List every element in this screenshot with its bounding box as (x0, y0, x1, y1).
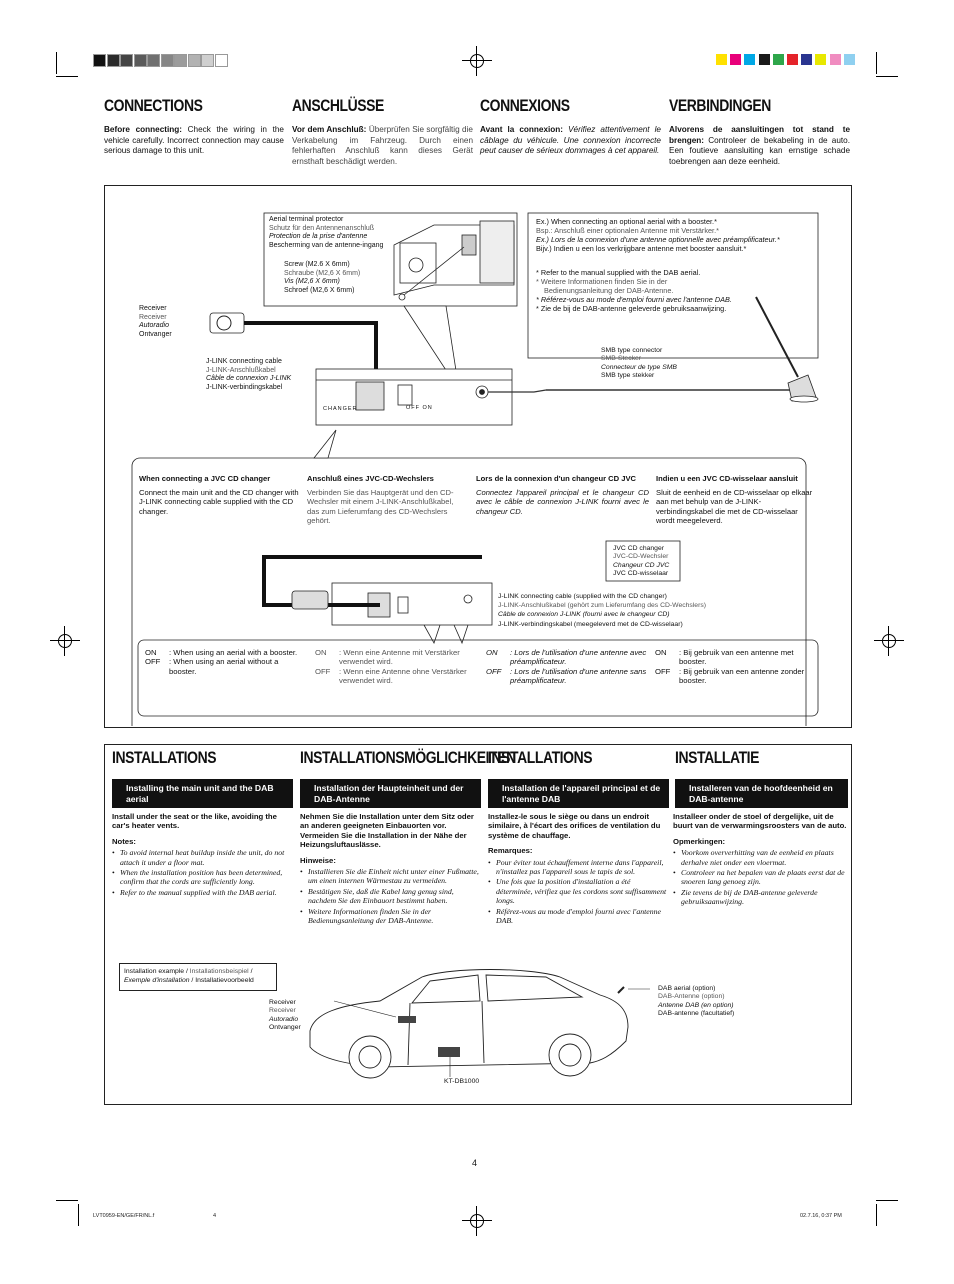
car-dab-label (658, 985, 734, 1019)
color-swatch (844, 54, 855, 65)
label-line: SMB type stekker (601, 372, 655, 380)
color-swatch (787, 54, 798, 65)
car-illustration (300, 965, 650, 1095)
label-line: J-LINK-Anschlußkabel (206, 366, 276, 374)
receiver-position-mark (398, 1016, 416, 1023)
on-text: : When using an aerial with a booster. (169, 648, 298, 657)
label-line: Installation example (124, 968, 185, 975)
aerial-protector-label (269, 216, 383, 250)
gray-swatch (161, 54, 174, 67)
registration-mark-icon (56, 632, 74, 650)
label-line: Bescherming van de antenne-ingang (269, 241, 384, 249)
on-text: : Wenn eine Antenne mit Verstärker verwendet wird. (339, 648, 460, 667)
intro-lead: Alvorens de aansluitingen tot stand te brengen: (669, 125, 850, 145)
registration-mark-icon (468, 52, 486, 70)
install-lead: Installez-le sous le siège ou dans un endroit similaire, à l'écart des orifices de ventilation du système de chauffage. (488, 812, 661, 840)
panel-offon-label: OFF ON (406, 405, 433, 411)
section-body: Sluit de eenheid en de CD-wisselaar op elkaar aan met behulp van de J-LINK-verbindingskabel die met de CD-wisselaar wordt meegeleverd. (656, 487, 813, 526)
label-line: Schroef (M2,6 X 6mm) (284, 286, 355, 294)
section-title: Indien u een JVC CD-wisselaar aansluit (656, 474, 798, 483)
dab-manual-notes: * Refer to the manual supplied with the DAB aerial. * Weitere Informationen finden Sie in der Bedienungsanleitung der DAB-Antenne. * Référez-vous au mode d'emploi fourni avec l'antenne DAB. * Zie de bij de DAB-antenne geleverde gebruiksaanwijzing. (536, 268, 732, 313)
intro-de (292, 125, 473, 167)
color-swatch (759, 54, 770, 65)
booster-example-text (536, 217, 780, 253)
heading-connections-fr: CONNEXIONS (480, 96, 570, 115)
color-swatch (716, 54, 727, 65)
car-receiver-label (269, 999, 301, 1033)
note-item: • Voorkom oververhitting van de eenheid en plaats derhalve niet onder een vloermat. (681, 848, 849, 867)
label-line: Receiver (269, 1007, 296, 1015)
installations-body-fr (488, 812, 668, 926)
note-item: • Bestätigen Sie, daß die Kabel lang genug sind, nachdem Sie den Einbauort bestimmt haben. (308, 887, 481, 906)
label-line: Installationsbeispiel (189, 968, 249, 975)
onoff-fr (486, 648, 648, 686)
install-lead: Install under the seat or the like, avoiding the car's heater vents. (112, 812, 277, 831)
changer-connector (292, 591, 328, 609)
note-item: • Controleer na het bepalen van de plaats eerst dat de snoeren lang genoeg zijn. (681, 868, 849, 887)
label-line: Ontvanger (269, 1024, 301, 1032)
install-lead: Installeer onder de stoel of dergelijke, uit de buurt van de verwarmingsroosters van de auto. (673, 812, 847, 831)
gray-swatch (120, 54, 133, 67)
off-text: : Bij gebruik van een antenne zonder booster. (679, 666, 805, 686)
footer-file-page: 4 (213, 1213, 217, 1219)
panel-changer-label: CHANGER (323, 406, 358, 412)
changer-section-nl (656, 474, 816, 526)
receiver-connector (210, 313, 244, 333)
heading-installations-nl: INSTALLATIE (675, 748, 760, 767)
label-line: Changeur CD JVC (613, 561, 670, 569)
section-body: Connectez l'appareil principal et le changeur CD avec le câble de connexion J-LINK fourni avec le changeur CD. (476, 487, 649, 516)
label-line: SMB-Stecker (601, 355, 642, 363)
section-body: Connect the main unit and the CD changer with J-LINK connecting cable supplied with the CD changer. (139, 487, 299, 516)
label-line: J-LINK-verbindingskabel (206, 383, 283, 391)
label-line: Bijv.) Indien u een los verkrijgbare antenne met booster aansluit.* (536, 244, 747, 253)
gray-swatch (93, 54, 106, 67)
heading-connections-en: CONNECTIONS (104, 96, 203, 115)
crop-mark (56, 52, 57, 74)
crop-mark (876, 1200, 898, 1201)
label-line: Schutz für den Antennenanschluß (269, 224, 375, 232)
label-line: Câble de connexion J-LINK (206, 375, 292, 382)
label-line: J-LINK connecting cable (206, 358, 282, 365)
label-line: Refer to the manual supplied with the DAB aerial. (540, 268, 701, 277)
page-number: 4 (472, 1158, 478, 1168)
off-text: : Lors de l'utilisation d'une antenne sans préamplificateur. (510, 666, 647, 686)
color-swatch (830, 54, 841, 65)
note-item: • Pour éviter tout échauffement interne dans l'appareil, n'installez pas l'appareil sous le tapis de sol. (496, 858, 668, 877)
installations-body-en (112, 812, 293, 898)
crop-mark (876, 52, 877, 74)
intro-en (104, 125, 284, 157)
cd-changer-label (613, 545, 669, 579)
intro-nl (669, 125, 850, 167)
gray-swatch (147, 54, 160, 67)
section-title: Anschluß eines JVC-CD-Wechslers (307, 474, 434, 483)
gray-swatch (188, 54, 201, 67)
installations-band-nl: Installeren van de hoofdeenheid en DAB-antenne (675, 779, 848, 808)
note-item: • Weitere Informationen finden Sie in der Bedienungsanleitung der DAB-Antenne. (308, 907, 481, 926)
installation-example-label: Installation example / Installationsbeispiel / Exemple d'installation / Installatievoorbeeld (124, 968, 254, 984)
off-key: OFF (486, 666, 502, 676)
section-title: Lors de la connexion d'un changeur CD JVC (476, 474, 637, 483)
notes-title: Hinweise: (300, 855, 336, 865)
dab-aerial-mark (618, 987, 624, 993)
intro-lead: Avant la connexion: (480, 125, 564, 134)
notes-title: Opmerkingen: (673, 836, 726, 846)
intro-body: Controleer de bekabeling in de auto. Een foutieve aansluiting kan ernstige schade toebrengen aan deze eenheid. (669, 135, 850, 166)
receiver-label (139, 305, 172, 339)
label-line: DAB-antenne (facultatief) (658, 1010, 735, 1018)
label-line: Ontvanger (139, 330, 172, 338)
label-line: Ex.) Lors de la connexion d'une antenne optionnelle avec préamplificateur.* (536, 235, 780, 244)
crop-mark (876, 76, 898, 77)
note-item: • Référez-vous au mode d'emploi fourni avec l'antenne DAB. (496, 907, 668, 926)
heading-connections-de: ANSCHLÜSSE (292, 96, 384, 115)
changer-section-en (139, 474, 301, 516)
on-key: ON (315, 648, 327, 657)
on-text: : Bij gebruik van een antenne met booster. (679, 648, 794, 667)
label-line: Protection de la prise d'antenne (269, 233, 368, 240)
changer-section-fr (476, 474, 649, 516)
label-line: Receiver (139, 313, 167, 321)
heading-connections-nl: VERBINDINGEN (669, 96, 771, 115)
registration-mark-icon (880, 632, 898, 650)
changer-section-de (307, 474, 463, 526)
label-line: J-LINK connecting cable (supplied with the CD changer) (498, 593, 667, 600)
label-line: Schraube (M2,6 X 6mm) (284, 269, 361, 277)
label-line: SMB type connector (601, 347, 663, 354)
onoff-en (145, 648, 305, 676)
crop-mark (56, 1200, 78, 1201)
gray-swatch (215, 54, 228, 67)
notes-title: Notes: (112, 836, 136, 846)
on-key: ON (486, 648, 498, 657)
heading-installations-en: INSTALLATIONS (112, 748, 217, 767)
intro-body: Vérifiez attentivement le câblage du véhicule. Une connexion incorrecte peut causer de sérieux dommages à cet appareil. (480, 125, 661, 155)
intro-body: Check the wiring in the vehicle carefully. Incorrect connection may cause serious damage to this unit. (104, 125, 284, 155)
color-swatch (730, 54, 741, 65)
note-item: • When the installation position has been determined, confirm that the cords are sufficiently long. (120, 868, 293, 887)
gray-swatch (174, 54, 187, 67)
label-line: Vis (M2,6 X 6mm) (284, 278, 340, 285)
notes-title: Remarques: (488, 846, 533, 856)
crop-mark (56, 76, 78, 77)
label-line: JVC CD changer (613, 545, 664, 552)
label-line: Screw (M2.6 X 6mm) (284, 261, 350, 268)
label-line: Aerial terminal protector (269, 216, 344, 223)
on-key: ON (655, 648, 667, 657)
crop-mark (78, 1204, 79, 1226)
intro-body: Überprüfen Sie sorgfältig die Verkabelung im Fahrzeug. Durch einen fehlerhaften Anschluß kann dieses Gerät ernsthaft beschädigt werden. (292, 125, 473, 166)
installations-band-de: Installation der Haupteinheit und der DAB-Antenne (300, 779, 481, 808)
main-unit-drawing (316, 369, 512, 425)
model-label: KT-DB1000 (444, 1078, 480, 1085)
label-line: J-LINK-Anschlußkabel (gehört zum Lieferumfang des CD-Wechslers) (498, 602, 707, 610)
label-line: Câble de connexion J-LINK (fourni avec le changeur CD) (498, 611, 670, 619)
label-line: J-LINK-verbindingskabel (meegeleverd met de CD-wisselaar) (498, 620, 683, 628)
gray-swatch (134, 54, 147, 67)
label-line: Bsp.: Anschluß einer optionalen Antenne mit Verstärker.* (536, 226, 719, 235)
off-key: OFF (145, 657, 161, 667)
crop-mark (876, 1204, 877, 1226)
installations-body-nl (673, 812, 849, 908)
label-line: Weitere Informationen finden Sie in der Bedienungsanleitung der DAB-Antenne. (540, 277, 674, 295)
note-item: • Zie tevens de bij de DAB-antenne geleverde gebruiksaanwijzing. (681, 888, 849, 907)
jlink-supplied-label (498, 592, 706, 629)
note-item: • To avoid internal heat buildup inside the unit, do not attach it under a floor mat. (120, 848, 293, 867)
color-swatch (773, 54, 784, 65)
registration-mark-icon (468, 1212, 486, 1230)
dab-aerial-drawing (756, 297, 818, 402)
installations-body-de (300, 812, 481, 926)
jlink-cable-label (206, 358, 291, 392)
section-body: Verbinden Sie das Hauptgerät und den CD-Wechsler mit einem J-LINK-Anschlußkabel, das zum Lieferumfang des CD-Wechslers gehört. (307, 487, 454, 526)
connection-diagram-drawing (104, 185, 850, 726)
intro-lead: Vor dem Anschluß: (292, 125, 367, 134)
label-line: Exemple d'installation (124, 977, 190, 984)
note-item: • Installieren Sie die Einheit nicht unter einer Fußmatte, um einen internen Wärmestau zu vermeiden. (308, 867, 481, 886)
label-line: Autoradio (139, 322, 169, 329)
onoff-de (315, 648, 475, 686)
label-line: Receiver (139, 305, 167, 312)
label-line: Connecteur de type SMB (601, 363, 677, 371)
note-item: • Une fois que la position d'installation a été déterminée, vérifiez que les cordons sont suffisamment longs. (496, 877, 668, 905)
label-line: Receiver (269, 999, 296, 1006)
label-line: DAB aerial (option) (658, 985, 716, 992)
color-swatch (801, 54, 812, 65)
label-line: Ex.) When connecting an optional aerial with a booster.* (536, 217, 717, 226)
color-swatch (744, 54, 755, 65)
section-title: When connecting a JVC CD changer (139, 474, 271, 483)
intro-fr (480, 125, 661, 157)
heading-installations-de: INSTALLATIONSMÖGLICHKEITEN (300, 748, 516, 767)
installations-band-fr: Installation de l'appareil principal et de l'antenne DAB (488, 779, 669, 808)
screw-label (284, 261, 360, 295)
label-line: JVC-CD-Wechsler (613, 553, 669, 561)
on-key: ON (145, 648, 157, 657)
footer-date: 02.7.16, 0:37 PM (800, 1213, 842, 1219)
install-lead: Nehmen Sie die Installation unter dem Sitz oder an anderen geeigneten Einbauorten vor. Vermeiden Sie die Installation in der Nähe der Heizungsluftauslässe. (300, 812, 474, 850)
installations-band-en: Installing the main unit and the DAB aerial (112, 779, 293, 808)
gray-swatch (107, 54, 120, 67)
heading-installations-fr: INSTALLATIONS (488, 748, 593, 767)
label-line: Autoradio (269, 1015, 299, 1023)
off-key: OFF (315, 666, 331, 676)
label-line: Antenne DAB (en option) (658, 1001, 734, 1009)
label-line: Installatievoorbeeld (195, 977, 254, 984)
gray-swatch (201, 54, 214, 67)
off-key: OFF (655, 666, 671, 676)
footer-file-name: LVT0959-EN/GE/FR/NL.f (93, 1213, 155, 1219)
off-text: : When using an aerial without a booster. (169, 657, 279, 676)
note-item: • Refer to the manual supplied with the DAB aerial. (120, 888, 293, 897)
label-line: Zie de bij de DAB-antenne geleverde gebruiksaanwijzing. (540, 304, 727, 313)
label-line: Référez-vous au mode d'emploi fourni avec l'antenne DAB. (540, 295, 732, 304)
label-line: JVC CD-wisselaar (613, 570, 669, 578)
smb-connector-label (601, 347, 677, 381)
on-text: : Lors de l'utilisation d'une antenne avec préamplificateur. (510, 648, 647, 667)
label-line: DAB-Antenne (option) (658, 993, 725, 1001)
receiver-position-mark (438, 1047, 460, 1057)
off-text: : Wenn eine Antenne ohne Verstärker verwendet wird. (339, 666, 467, 686)
intro-lead: Before connecting: (104, 125, 182, 134)
color-swatch (815, 54, 826, 65)
callout-pointer (314, 430, 336, 458)
onoff-nl (655, 648, 817, 686)
